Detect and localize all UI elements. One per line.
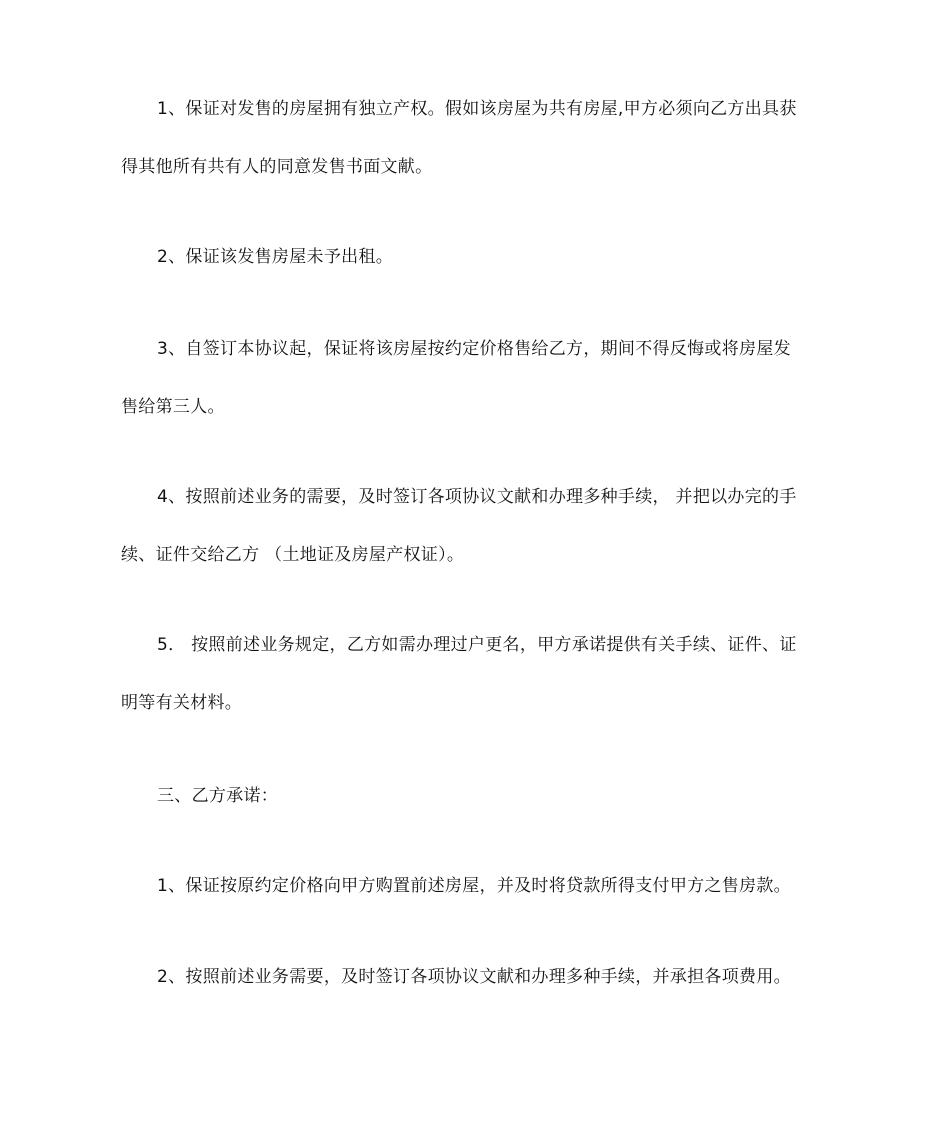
party-b-item-1: 1、保证按原约定价格向甲方购置前述房屋，并及时将贷款所得支付甲方之售房款。 bbox=[157, 876, 791, 896]
paragraph-2-line-1: 2、保证该发售房屋未予出租。 bbox=[157, 247, 394, 267]
paragraph-1-line-1: 1、保证对发售的房屋拥有独立产权。假如该房屋为共有房屋,甲方必须向乙方出具获 bbox=[157, 99, 797, 119]
party-b-item-2: 2、按照前述业务需要，及时签订各项协议文献和办理多种手续，并承担各项费用。 bbox=[157, 967, 791, 987]
paragraph-4-line-2: 续、证件交给乙方 （土地证及房屋产权证）。 bbox=[121, 545, 465, 565]
paragraph-1-line-2: 得其他所有共有人的同意发售书面文献。 bbox=[121, 157, 433, 177]
paragraph-5-line-1: 5． 按照前述业务规定，乙方如需办理过户更名，甲方承诺提供有关手续、证件、证 bbox=[157, 635, 797, 655]
paragraph-3-line-1: 3、自签订本协议起，保证将该房屋按约定价格售给乙方，期间不得反悔或将房屋发 bbox=[157, 339, 791, 359]
section-heading-party-b: 三、乙方承诺： bbox=[157, 786, 279, 806]
paragraph-5-line-2: 明等有关材料。 bbox=[121, 693, 243, 713]
paragraph-3-line-2: 售给第三人。 bbox=[121, 397, 225, 417]
paragraph-4-line-1: 4、按照前述业务的需要，及时签订各项协议文献和办理多种手续， 并把以办完的手 bbox=[157, 487, 797, 507]
